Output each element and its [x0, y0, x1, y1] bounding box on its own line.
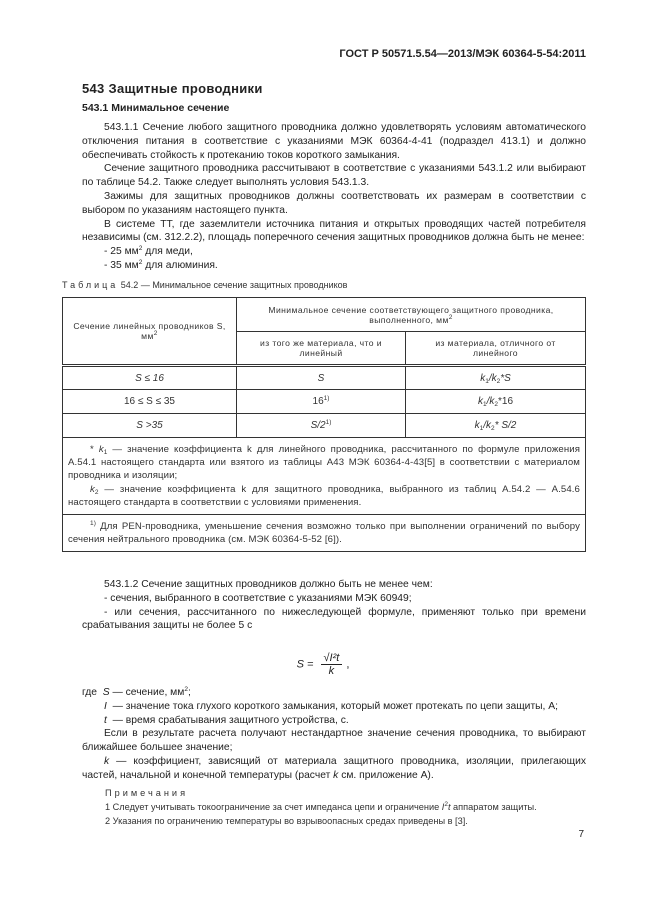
section-543-1-2: [82, 578, 586, 633]
paragraph: - сечения, выбранного в соответствие с указаниями МЭК 60949;: [104, 592, 412, 604]
section-title: 543 Защитные проводники: [82, 81, 263, 96]
list-item: - 25 $мм^2$ для меди,: [104, 245, 193, 258]
list-item: - 35 $мм^2$ для алюминия.: [104, 258, 218, 271]
notes: Примечания 1 Следует учитывать токоограничение за счет импеданса цепи и ограничение $I^2t$ аппаратом защиты. 2 Указания по ограничению температуры во взрывоопасных средах приведены в [3].: [105, 788, 537, 826]
table-notes: * $k_1$ — значение коэффициента k для линейного проводника, рассчитанного по формуле приложения А.54.1 настоящего стандарта или взятого из таблицы А43 МЭК 60364-4-43[5] в соответствии с материалом проводника и изоляции; $k_2$ — значение коэффициента k для защитного проводника, выбранного из таблиц А.54.2 — А.54.6 настоящего стандарта в соответствии с условиями применения.: [63, 438, 586, 515]
intro-text: [82, 121, 586, 273]
paragraph: - или сечения, рассчитанного по нижеследующей формуле, применяют только при времени срабатывания защиты не более 5 с: [82, 606, 586, 632]
table-footnote: $^{1)}$ Для PEN-проводника, уменьшение сечения возможно только при выполнении ограничений по выбору сечения нейтрального проводника (см. МЭК 60364-5-52 [6]).: [63, 515, 586, 552]
paragraph: 543.1.2 Сечение защитных проводников должно быть не менее чем:: [104, 579, 433, 590]
min-section-table: [62, 297, 586, 552]
document-header: ГОСТ Р 50571.5.54—2013/МЭК 60364-5-54:2011: [339, 48, 586, 60]
paragraph: В системе ТТ, где заземлители источника питания и открытых проводящих частей потребителя независимы (см. 312.2.2), площадь поперечного сечения защитных проводников должна быть не менее:: [82, 218, 586, 244]
paragraph: Зажимы для защитных проводников должны соответствовать их размерам в соответствии с выбором по указаниям настоящего пункта.: [82, 190, 586, 216]
paragraph: Если в результате расчета получают нестандартное значение сечения проводника, то выбирают ближайшее большее значение;: [82, 728, 586, 754]
header-col2: из того же материала, что и линейный: [237, 332, 406, 366]
table-row: 16 ≤ S ≤ 35 16$^{1)}$ $k_1/k_2*16$: [63, 390, 586, 414]
subsection-title: 543.1 Минимальное сечение: [82, 102, 230, 114]
header-col3: из материала, отличного от линейного: [406, 332, 586, 366]
table-row: S ≤ 16 S $k_1/k_2*S$: [63, 366, 586, 390]
table-caption: Таблица 54.2 — Минимальное сечение защитных проводников: [62, 280, 348, 290]
definitions: где S — сечение, $мм^2$; I — значение тока глухого короткого замыкания, который может протекать по цепи защиты, А; t — время срабатывания защитного устройства, с. Если в результате расчета получают нестандартное значение сечения проводника, то выбирают ближайшее большее значение; k — коэффициент, зависящий от материала защитного проводника, изоляции, прилегающих частей, начальной и конечной температуры (расчет k см. приложение А).: [82, 686, 586, 781]
header-col1: Сечение линейных проводников S, $мм^2$: [63, 298, 237, 366]
page-number: 7: [578, 829, 584, 840]
table-row: S >35 S/2$^{1)}$ $k_1/k_2*$ S/2: [63, 414, 586, 438]
paragraph: Сечение защитного проводника рассчитывают в соответствие с указаниями 543.1.2 или выбирают по таблице 54.2. Также следует выполнять условия 543.1.3.: [82, 163, 586, 189]
paragraph: 543.1.1 Сечение любого защитного проводника должно удовлетворять условиям автоматического отключения питания в соответствие с указаниями МЭК 60364-4-41 (подраздел 413.1) и должно обеспечивать стойкость к протеканию токов короткого замыкания.: [82, 122, 586, 161]
header-group: Минимальное сечение соответствующего защитного проводника, выполненного, $мм^2$: [237, 298, 586, 332]
formula: S = $\frac{\text{√I²t}}{k}$ ,: [296, 652, 350, 677]
